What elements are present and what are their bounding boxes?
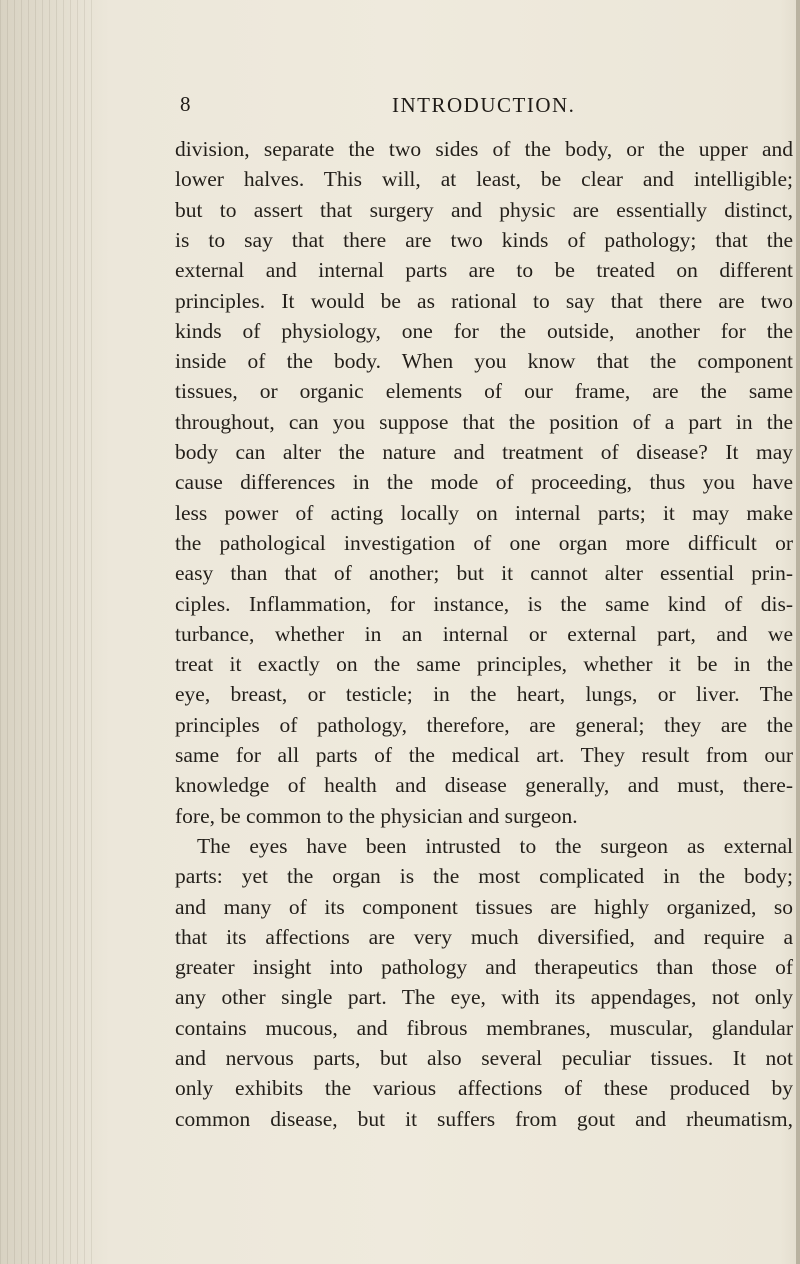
text-line: principles of pathology, therefore, are general; they are the [175,712,793,737]
page-right-edge [796,0,800,1264]
text-line: that its affections are very much diversified, and require a [175,924,793,949]
text-line: body can alter the nature and treatment of disease? It may [175,440,793,464]
text-line: eye, breast, or testicle; in the heart, lungs, or liver. The [175,682,793,707]
text-line: ciples. Inflammation, for instance, is the same kind of dis- [175,591,793,616]
text-line: same for all parts of the medical art. They result from our [175,743,793,767]
text-line: less power of acting locally on internal parts; it may make [175,500,793,525]
text-line: and many of its component tissues are highly organized, so [175,894,793,919]
text-line: kinds of physiology, one for the outside, another for the [175,318,793,343]
text-line: tissues, or organic elements of our frame, are the same [175,379,793,404]
text-line: treat it exactly on the same principles, whether it be in the [175,652,793,677]
text-line: knowledge of health and disease generally, and must, there- [175,773,793,798]
page-number: 8 [180,92,191,116]
page-binding-edge [0,0,96,1264]
text-line: lower halves. This will, at least, be clear and intelligible; [175,167,793,192]
text-line: parts: yet the organ is the most complicated in the body; [175,864,793,889]
page-header [0,92,800,122]
text-line: external and internal parts are to be treated on different [175,258,793,283]
text-line: cause differences in the mode of proceeding, thus you have [175,470,793,495]
text-line: but to assert that surgery and physic are essentially distinct, [175,197,793,222]
text-line: and nervous parts, but also several peculiar tissues. It not [175,1046,793,1070]
text-line: principles. It would be as rational to say that there are two [175,288,793,313]
text-line: division, separate the two sides of the body, or the upper and [175,137,793,161]
text-line: throughout, can you suppose that the position of a part in the [175,409,793,434]
text-line: fore, be common to the physician and surgeon. [175,803,578,828]
text-line: inside of the body. When you know that the component [175,349,793,374]
text-line: easy than that of another; but it cannot alter essential prin- [175,561,793,586]
text-line: is to say that there are two kinds of pathology; that the [175,227,793,252]
running-head: INTRODUCTION. [392,93,576,117]
text-line: greater insight into pathology and therapeutics than those of [175,955,793,980]
text-line: The eyes have been intrusted to the surgeon as external [197,833,793,858]
text-line: turbance, whether in an internal or external part, and we [175,621,793,646]
text-line: only exhibits the various affections of these produced by [175,1076,793,1101]
text-line: contains mucous, and fibrous membranes, muscular, glandular [175,1015,793,1040]
text-line: the pathological investigation of one organ more difficult or [175,530,793,555]
text-line: common disease, but it suffers from gout and rheumatism, [175,1106,793,1131]
text-line: any other single part. The eye, with its appendages, not only [175,985,793,1010]
